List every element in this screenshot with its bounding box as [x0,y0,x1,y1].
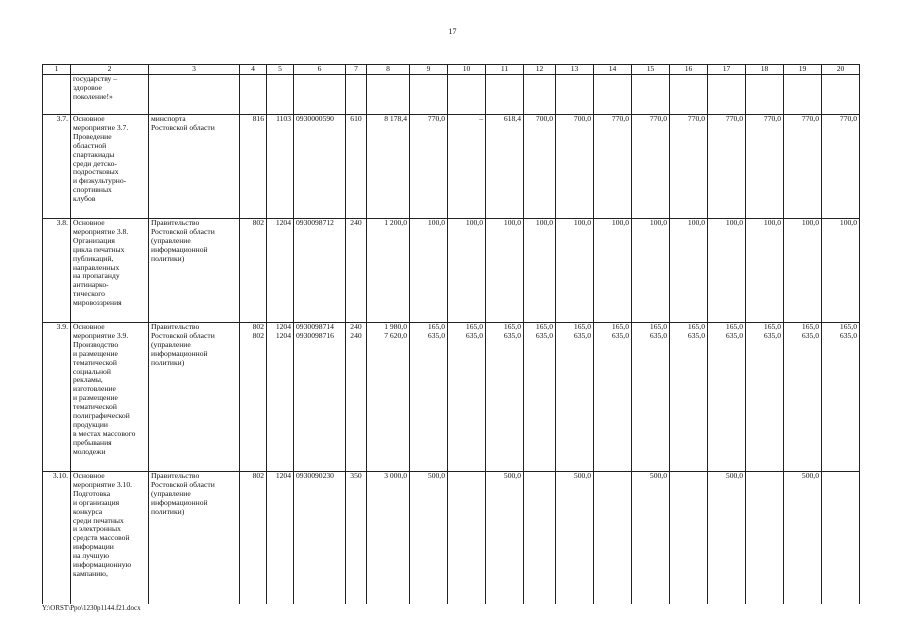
cell-line: 635,0 [801,330,819,340]
cell-line: Основное [73,114,105,123]
cell-line: 0930098716 [296,330,334,340]
value-cell-col-17 [708,323,746,472]
cell-line: 500,0 [573,471,591,480]
cell-line: 100,0 [535,218,553,227]
value-cell-col-15 [632,323,670,472]
cell-line: 802 [252,322,264,331]
cell-line: государству – [73,74,118,83]
cell-line: 165,0 [763,322,781,331]
cell-line: средств массовой [73,533,130,543]
measure-name-cell [71,219,149,323]
value-cell-col-16 [670,472,708,604]
value-cell-col-8 [367,472,410,604]
measure-name-cell [71,323,149,472]
cell-line: информации [73,542,114,552]
cell-line: 770,0 [687,114,705,123]
column-header-9: 9 [410,65,448,75]
cell-line: тематической [73,357,117,367]
cell-line: (управление [151,235,191,245]
cell-line: мероприятие 3.7. [73,122,129,132]
value-cell-col-18 [746,219,784,323]
value-cell-col-9 [410,75,448,115]
value-cell-col-5 [267,75,294,115]
cell-line: 3.10. [52,471,68,480]
cell-line: 802 [252,218,264,227]
value-cell-col-10 [448,472,486,604]
cell-line: полиграфической [73,411,130,421]
cell-line: 240 [350,330,362,340]
value-cell-col-17 [708,219,746,323]
value-cell-col-18 [746,323,784,472]
cell-line: 635,0 [687,330,705,340]
value-cell-col-13 [556,323,594,472]
value-cell-col-19 [784,219,822,323]
measure-name-cell [71,75,149,115]
value-cell-col-8 [367,115,410,219]
value-cell-col-10 [448,75,486,115]
cell-line: тематической [73,402,117,412]
cell-line: 100,0 [763,218,781,227]
cell-line: 1 980,0 [384,322,407,331]
column-number-header [43,65,860,75]
value-cell-col-16 [670,219,708,323]
cell-line: областной [73,140,107,150]
cell-line: 100,0 [573,218,591,227]
cell-line: рекламы, [73,375,103,385]
value-cell-col-17 [708,115,746,219]
cell-line: 635,0 [839,330,857,340]
value-cell-col-12 [524,75,556,115]
cell-line: 1204 [275,322,291,331]
cell-line: информационной [151,497,208,507]
cell-line: и размещение [73,348,118,358]
cell-line: клубов [73,194,96,204]
cell-line: 635,0 [763,330,781,340]
cell-line: здоровое [73,82,102,92]
value-cell-col-6 [294,115,346,219]
cell-line: 8 178,4 [384,114,407,123]
column-header-13: 13 [556,65,594,75]
value-cell-col-12 [524,219,556,323]
cell-line: 100,0 [839,218,857,227]
cell-line: 1204 [275,471,291,480]
cell-line: 610 [350,114,362,123]
cell-line: Правительство [151,471,200,480]
value-cell-col-12 [524,323,556,472]
value-cell-col-15 [632,115,670,219]
value-cell-col-7 [346,472,367,604]
value-cell-col-14 [594,75,632,115]
value-cell-col-12 [524,472,556,604]
cell-line: 165,0 [465,322,483,331]
cell-line: конкурса [73,506,103,516]
measure-name-cell [71,472,149,604]
cell-line: 0930090230 [296,471,334,480]
column-header-4: 4 [240,65,267,75]
value-cell-col-9 [410,219,448,323]
cell-line: среди печатных [73,515,124,525]
cell-line: 100,0 [465,218,483,227]
row-number-cell [43,219,71,323]
value-cell-col-11 [486,472,524,604]
cell-line: Ростовской области [151,479,215,489]
value-cell-col-4 [240,75,267,115]
value-cell-col-14 [594,323,632,472]
cell-line: молодежи [73,446,106,456]
column-header-14: 14 [594,65,632,75]
value-cell-col-20 [822,323,860,472]
cell-line: 816 [252,114,264,123]
value-cell-col-19 [784,75,822,115]
cell-line: подростковых [73,167,119,177]
cell-line: и физкультурно- [73,176,127,186]
value-cell-col-6 [294,472,346,604]
cell-line: 770,0 [725,114,743,123]
cell-line: 770,0 [427,114,445,123]
cell-line: (управление [151,339,191,349]
cell-line: продукции [73,419,108,429]
cell-line: кампанию, [73,568,108,578]
cell-line: 100,0 [725,218,743,227]
cell-line: среди детско- [73,158,117,168]
cell-line: 100,0 [687,218,705,227]
value-cell-col-13 [556,115,594,219]
value-cell-col-20 [822,115,860,219]
cell-line: социальной [73,366,111,376]
cell-line: Основное [73,471,105,480]
value-cell-col-8 [367,75,410,115]
cell-line: 500,0 [725,471,743,480]
value-cell-col-16 [670,323,708,472]
column-header-17: 17 [708,65,746,75]
cell-line: 0930098714 [296,322,334,331]
cell-line: 100,0 [611,218,629,227]
value-cell-col-5 [267,219,294,323]
cell-line: 165,0 [535,322,553,331]
column-header-1: 1 [43,65,71,75]
table-row [43,219,860,323]
cell-line: 1 200,0 [384,218,407,227]
cell-line: 635,0 [503,330,521,340]
table-row [43,75,860,115]
value-cell-col-9 [410,115,448,219]
cell-line: 165,0 [725,322,743,331]
table-row [43,115,860,219]
value-cell-col-14 [594,115,632,219]
value-cell-col-11 [486,219,524,323]
cell-line: 0930098712 [296,218,334,227]
cell-line: Производство [73,339,119,349]
cell-line: 165,0 [801,322,819,331]
column-header-8: 8 [367,65,410,75]
value-cell-col-17 [708,472,746,604]
value-cell-col-18 [746,115,784,219]
cell-line: политики) [151,357,185,367]
cell-line: 802 [252,471,264,480]
value-cell-col-19 [784,472,822,604]
cell-line: 350 [350,471,362,480]
executor-cell [149,115,240,219]
column-header-20: 20 [822,65,860,75]
value-cell-col-18 [746,472,784,604]
cell-line: 770,0 [839,114,857,123]
value-cell-col-20 [822,219,860,323]
cell-line: 100,0 [801,218,819,227]
cell-line: 1204 [275,218,291,227]
cell-line: 240 [350,218,362,227]
value-cell-col-10 [448,323,486,472]
cell-line: 802 [252,330,264,340]
value-cell-col-10 [448,219,486,323]
value-cell-col-12 [524,115,556,219]
value-cell-col-13 [556,472,594,604]
cell-line: 635,0 [465,330,483,340]
cell-line: (управление [151,488,191,498]
cell-line: цикла печатных [73,244,125,254]
cell-line: Основное [73,322,105,331]
cell-line: 7 620,0 [384,330,407,340]
value-cell-col-13 [556,219,594,323]
column-header-10: 10 [448,65,486,75]
cell-line: – [479,114,483,123]
cell-line: поколение!» [73,91,113,101]
table-row [43,323,860,472]
cell-line: 165,0 [839,322,857,331]
column-header-5: 5 [267,65,294,75]
table-row [43,472,860,604]
value-cell-col-4 [240,472,267,604]
cell-line: 165,0 [649,322,667,331]
cell-line: 165,0 [687,322,705,331]
value-cell-col-11 [486,115,524,219]
column-header-6: 6 [294,65,346,75]
column-header-15: 15 [632,65,670,75]
value-cell-col-5 [267,115,294,219]
cell-line: 100,0 [427,218,445,227]
value-cell-col-13 [556,75,594,115]
value-cell-col-7 [346,75,367,115]
cell-line: 3.8. [56,218,68,227]
cell-line: политики) [151,506,185,516]
cell-line: тического [73,289,105,299]
column-header-16: 16 [670,65,708,75]
value-cell-col-15 [632,75,670,115]
cell-line: минспорта [151,114,186,123]
cell-line: 635,0 [573,330,591,340]
value-cell-col-8 [367,219,410,323]
value-cell-col-8 [367,323,410,472]
value-cell-col-6 [294,75,346,115]
value-cell-col-5 [267,472,294,604]
cell-line: и электронных [73,524,121,534]
cell-line: на пропаганду [73,271,120,281]
cell-line: 165,0 [427,322,445,331]
cell-line: антинарко- [73,280,109,290]
executor-cell [149,75,240,115]
cell-line: Организация [73,235,115,245]
row-number-cell [43,115,71,219]
cell-line: 500,0 [427,471,445,480]
column-header-3: 3 [149,65,240,75]
executor-cell [149,323,240,472]
cell-line: 635,0 [535,330,553,340]
cell-line: Основное [73,218,105,227]
cell-line: 165,0 [611,322,629,331]
cell-line: Подготовка [73,488,111,498]
cell-line: информационную [73,560,132,570]
value-cell-col-19 [784,115,822,219]
cell-line: 618,4 [503,114,521,123]
value-cell-col-9 [410,323,448,472]
cell-line: 770,0 [611,114,629,123]
cell-line: изготовление [73,384,116,394]
row-number-cell [43,75,71,115]
cell-line: 3.7. [56,114,68,123]
value-cell-col-14 [594,219,632,323]
row-number-cell [43,472,71,604]
cell-line: мероприятие 3.9. [73,330,129,340]
cell-line: Ростовской области [151,122,215,132]
value-cell-col-10 [448,115,486,219]
cell-line: 770,0 [763,114,781,123]
cell-line: 700,0 [535,114,553,123]
cell-line: 635,0 [427,330,445,340]
column-header-11: 11 [486,65,524,75]
cell-line: спартакиады [73,149,115,159]
executor-cell [149,472,240,604]
measure-name-cell [71,115,149,219]
value-cell-col-16 [670,75,708,115]
column-header-19: 19 [784,65,822,75]
cell-line: 100,0 [649,218,667,227]
cell-line: 165,0 [573,322,591,331]
value-cell-col-7 [346,219,367,323]
value-cell-col-4 [240,323,267,472]
cell-line: 635,0 [649,330,667,340]
value-cell-col-17 [708,75,746,115]
cell-line: информационной [151,348,208,358]
cell-line: 3 000,0 [384,471,407,480]
cell-line: 100,0 [503,218,521,227]
row-number-cell [43,323,71,472]
cell-line: Правительство [151,322,200,331]
executor-cell [149,219,240,323]
cell-line: и размещение [73,393,118,403]
cell-line: мероприятие 3.10. [73,479,133,489]
value-cell-col-20 [822,472,860,604]
cell-line: Правительство [151,218,200,227]
cell-line: 635,0 [611,330,629,340]
cell-line: 0930000590 [296,114,334,123]
value-cell-col-5 [267,323,294,472]
cell-line: 1204 [275,330,291,340]
cell-line: информационной [151,244,208,254]
cell-line: Ростовской области [151,226,215,236]
cell-line: 770,0 [801,114,819,123]
value-cell-col-7 [346,323,367,472]
cell-line: мероприятие 3.8. [73,226,129,236]
cell-line: мировоззрения [73,298,122,308]
column-header-12: 12 [524,65,556,75]
value-cell-col-14 [594,472,632,604]
column-header-7: 7 [346,65,367,75]
cell-line: 500,0 [503,471,521,480]
cell-line: Ростовской области [151,330,215,340]
value-cell-col-20 [822,75,860,115]
cell-line: 3.9. [56,322,68,331]
cell-line: 1103 [276,114,291,123]
cell-line: 500,0 [649,471,667,480]
column-header-2: 2 [71,65,149,75]
page-number: 17 [448,27,457,36]
cell-line: направленных [73,262,120,272]
value-cell-col-15 [632,472,670,604]
value-cell-col-19 [784,323,822,472]
value-cell-col-15 [632,219,670,323]
cell-line: 635,0 [725,330,743,340]
cell-line: 240 [350,322,362,331]
value-cell-col-16 [670,115,708,219]
cell-line: 770,0 [649,114,667,123]
value-cell-col-11 [486,323,524,472]
value-cell-col-4 [240,115,267,219]
value-cell-col-9 [410,472,448,604]
cell-line: политики) [151,253,185,263]
column-header-18: 18 [746,65,784,75]
value-cell-col-6 [294,219,346,323]
value-cell-col-11 [486,75,524,115]
budget-table [42,64,860,604]
value-cell-col-7 [346,115,367,219]
cell-line: спортивных [73,185,112,195]
value-cell-col-18 [746,75,784,115]
cell-line: публикаций, [73,253,114,263]
value-cell-col-6 [294,323,346,472]
cell-line: и организация [73,497,120,507]
cell-line: Проведение [73,131,112,141]
cell-line: 500,0 [801,471,819,480]
value-cell-col-4 [240,219,267,323]
cell-line: пребывания [73,437,112,447]
cell-line: 165,0 [503,322,521,331]
cell-line: на лучшую [73,551,110,561]
cell-line: 700,0 [573,114,591,123]
cell-line: в местах массового [73,428,136,438]
footer-file-path: Y:\ORST\Ppo\1230p1144.f21.docx [42,604,141,612]
